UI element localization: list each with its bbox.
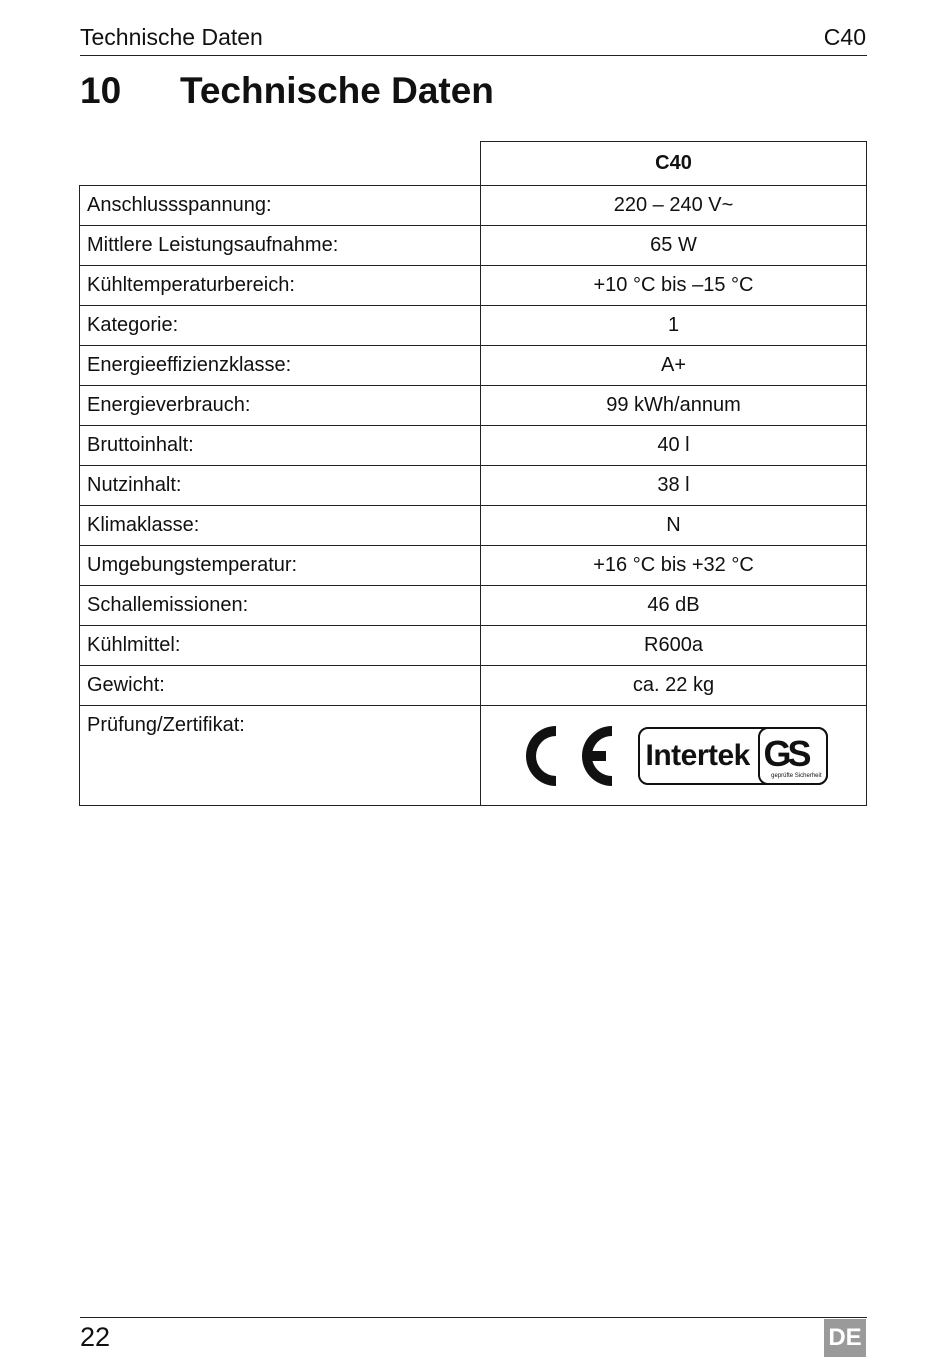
row-label: Klimaklasse: xyxy=(80,506,481,546)
row-value: 40 l xyxy=(481,426,867,466)
page-number: 22 xyxy=(80,1322,111,1352)
page-title xyxy=(80,70,494,112)
certification-logos xyxy=(481,710,866,801)
row-value: 38 l xyxy=(481,466,867,506)
row-label: Kühlmittel: xyxy=(80,626,481,666)
header-rule xyxy=(80,55,867,56)
row-value: R600a xyxy=(481,626,867,666)
header-empty-cell xyxy=(80,142,481,186)
row-label: Kategorie: xyxy=(80,306,481,346)
row-label: Bruttoinhalt: xyxy=(80,426,481,466)
row-value: 1 xyxy=(481,306,867,346)
row-value: 65 W xyxy=(481,226,867,266)
language-badge: DE xyxy=(824,1319,866,1357)
row-value: +16 °C bis +32 °C xyxy=(481,546,867,586)
row-label: Energieverbrauch: xyxy=(80,386,481,426)
row-value: ca. 22 kg xyxy=(481,666,867,706)
column-header-model: C40 xyxy=(481,142,867,186)
table-row xyxy=(80,226,867,266)
row-value: A+ xyxy=(481,346,867,386)
gs-subtext: geprüfte Sicherheit xyxy=(771,772,822,779)
table-row xyxy=(80,666,867,706)
footer-rule xyxy=(80,1317,867,1318)
specs-table xyxy=(79,141,867,806)
table-row xyxy=(80,426,867,466)
gs-mark-icon xyxy=(758,727,828,785)
table-row xyxy=(80,586,867,626)
row-value: N xyxy=(481,506,867,546)
table-row xyxy=(80,466,867,506)
row-label: Energieeffizienzklasse: xyxy=(80,346,481,386)
row-label: Mittlere Leistungsaufnahme: xyxy=(80,226,481,266)
chapter-number: 10 xyxy=(80,70,122,111)
row-value: 46 dB xyxy=(481,586,867,626)
table-row xyxy=(80,266,867,306)
gs-letters: GS xyxy=(763,732,808,774)
table-row xyxy=(80,386,867,426)
certification-row xyxy=(80,706,867,806)
certification-logos-cell xyxy=(481,706,867,806)
row-value: 220 – 240 V~ xyxy=(481,186,867,226)
row-label: Umgebungstemperatur: xyxy=(80,546,481,586)
row-label: Kühltemperaturbereich: xyxy=(80,266,481,306)
table-row xyxy=(80,346,867,386)
table-row xyxy=(80,306,867,346)
table-row xyxy=(80,506,867,546)
table-row xyxy=(80,626,867,666)
table-row xyxy=(80,186,867,226)
ce-mark-icon xyxy=(520,722,616,790)
intertek-logo xyxy=(638,727,828,785)
table-row xyxy=(80,546,867,586)
row-value: +10 °C bis –15 °C xyxy=(481,266,867,306)
row-label: Nutzinhalt: xyxy=(80,466,481,506)
row-label: Anschlussspannung: xyxy=(80,186,481,226)
chapter-title: Technische Daten xyxy=(180,70,494,111)
running-header-section: Technische Daten xyxy=(80,24,263,50)
running-header-model: C40 xyxy=(823,24,866,50)
row-label: Schallemissionen: xyxy=(80,586,481,626)
row-value: 99 kWh/annum xyxy=(481,386,867,426)
row-label: Gewicht: xyxy=(80,666,481,706)
table-header-row xyxy=(80,142,867,186)
intertek-brand-text: Intertek xyxy=(645,738,750,772)
certification-label: Prüfung/Zertifikat: xyxy=(80,706,481,806)
